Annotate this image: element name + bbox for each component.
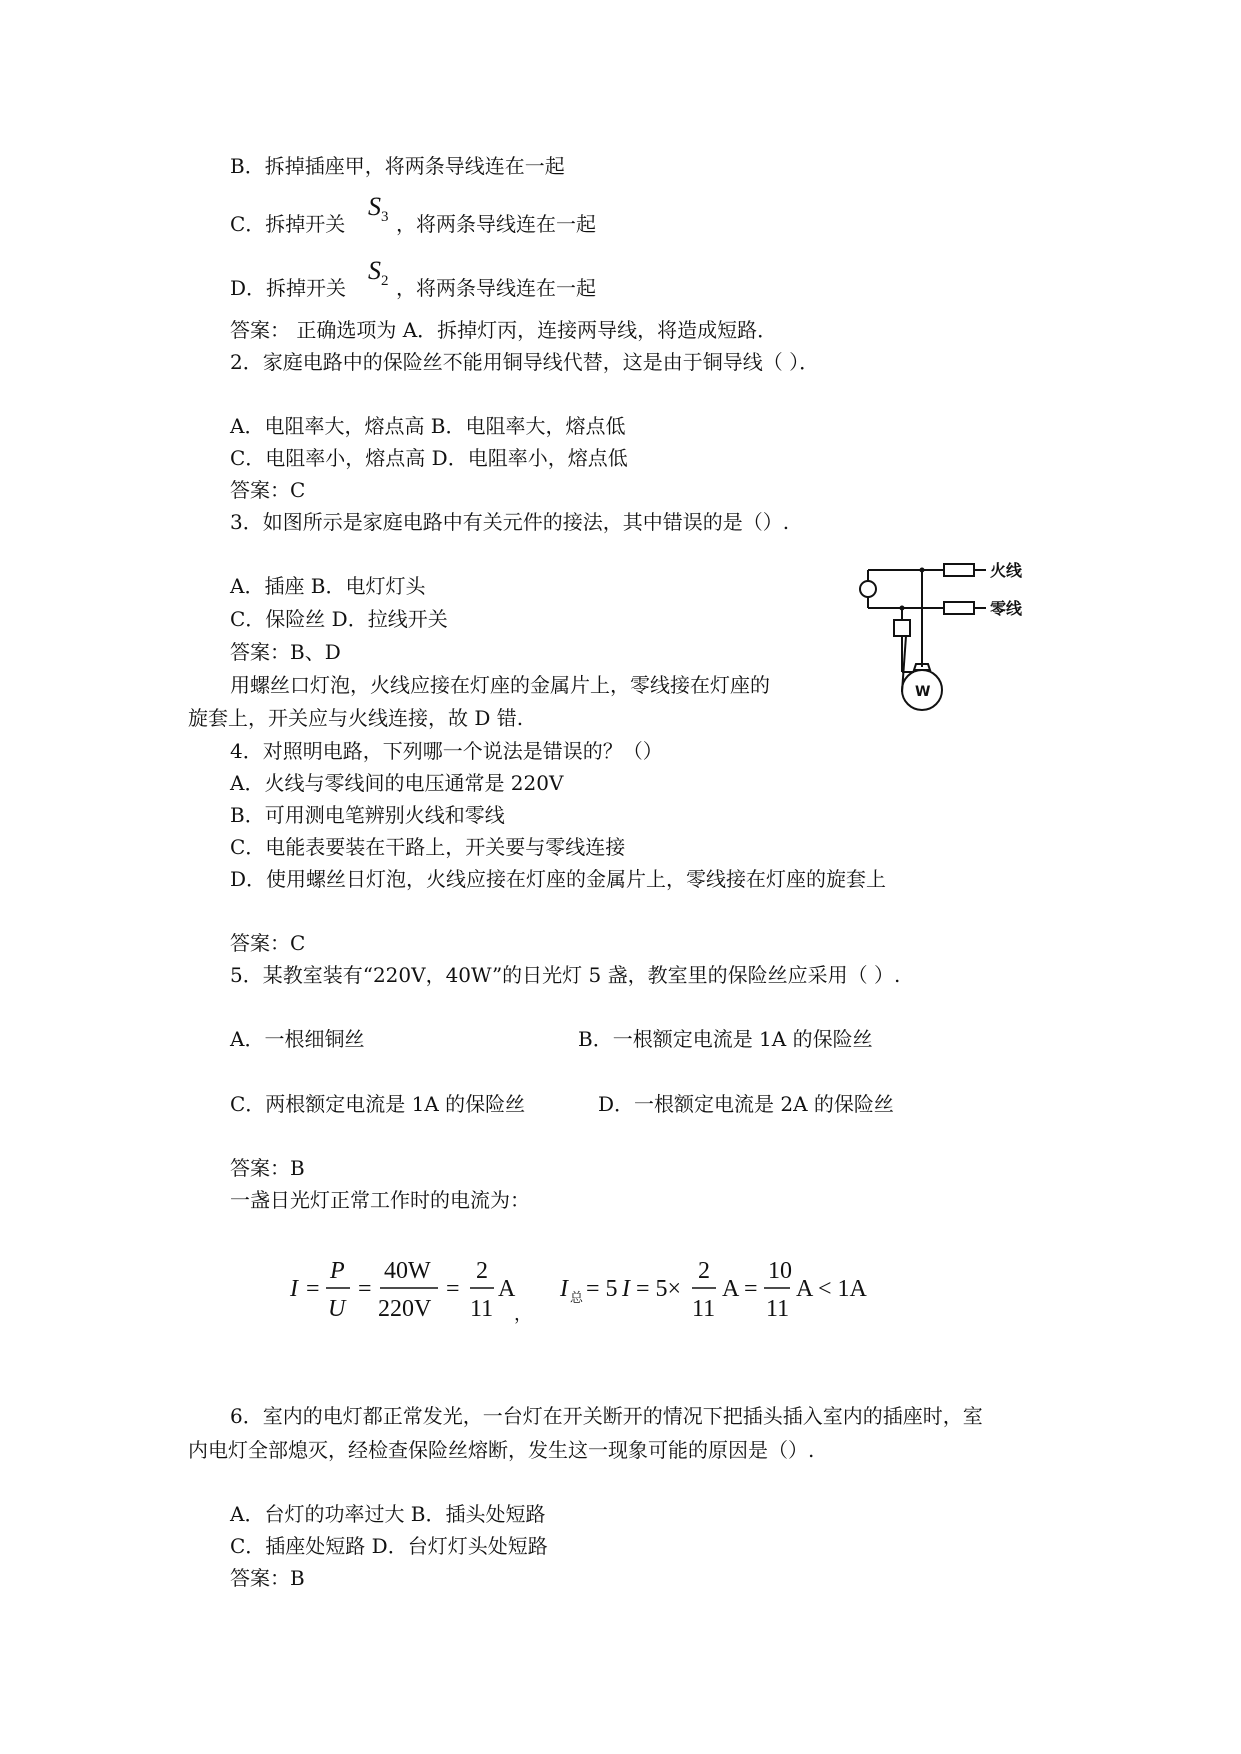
formula-40w: 40W (384, 1258, 431, 1284)
bulb-label: W (915, 684, 931, 700)
formula2-sub: 总 (570, 1290, 584, 1305)
q6-question-line2: 内电灯全部熄灭，经检查保险丝熔断，发生这一现象可能的原因是（）. (188, 1438, 815, 1462)
q4-option-b: B．可用测电笔辨别火线和零线 (230, 803, 505, 827)
formula2-10: 10 (768, 1258, 792, 1284)
formula2-11: 11 (692, 1296, 716, 1322)
q5-option-d: D．一根额定电流是 2A 的保险丝 (598, 1092, 894, 1116)
q5-option-b: B．一根额定电流是 1A 的保险丝 (578, 1027, 873, 1051)
pull-switch-icon (894, 620, 910, 636)
formula-A: A (498, 1276, 516, 1302)
q4-answer: 答案：C (230, 931, 306, 955)
current-formula (280, 1238, 900, 1338)
switch-symbol-s2: $S_2$ (368, 256, 389, 290)
q1-option-d-prefix: D．拆掉开关 (230, 276, 347, 300)
q5-explanation: 一盏日光灯正常工作时的电流为： (230, 1188, 530, 1212)
q1-option-b: B．拆掉插座甲，将两条导线连在一起 (230, 154, 565, 178)
q6-options-ab: A．台灯的功率过大 B．插头处短路 (230, 1502, 546, 1526)
q3-answer: 答案：B、D (230, 640, 341, 664)
formula2-11b: 11 (766, 1296, 790, 1322)
q3-options-cd: C．保险丝 D．拉线开关 (230, 607, 448, 631)
q1-option-c-suffix: ，将两条导线连在一起 (396, 212, 596, 236)
q2-answer: 答案：C (230, 478, 306, 502)
live-wire-label: 火线 (990, 561, 1023, 580)
q1-option-d-suffix: ，将两条导线连在一起 (396, 276, 596, 300)
formula2-I2: I (622, 1276, 630, 1302)
formula-2: 2 (476, 1258, 488, 1284)
house-circuit-diagram (850, 552, 1030, 722)
formula-comma: ， (514, 1304, 532, 1324)
q2-question: 2．家庭电路中的保险丝不能用铜导线代替，这是由于铜导线（ ）． (230, 350, 820, 374)
socket-icon (860, 581, 876, 597)
formula-eq1: = (306, 1276, 320, 1302)
formula2-eq2: = 5× (636, 1276, 682, 1302)
neutral-fuse-icon (944, 602, 974, 614)
q4-question: 4．对照明电路，下列哪一个说法是错误的？（） (230, 739, 663, 763)
formula-220v: 220V (378, 1296, 432, 1322)
formula2-eq1: = 5 (586, 1276, 618, 1302)
switch-symbol-s3: $S_3$ (368, 192, 389, 226)
q4-option-d: D．使用螺丝日灯泡，火线应接在灯座的金属片上，零线接在灯座的旋套上 (230, 867, 887, 891)
formula-eq2: = (358, 1276, 372, 1302)
q5-option-c: C．两根额定电流是 1A 的保险丝 (230, 1092, 526, 1116)
formula2-I: I (560, 1276, 568, 1302)
formula2-A2: A < 1A (796, 1276, 867, 1302)
q6-question-line1: 6．室内的电灯都正常发光，一台灯在开关断开的情况下把插头插入室内的插座时，室 (230, 1404, 983, 1428)
q6-options-cd: C．插座处短路 D．台灯灯头处短路 (230, 1534, 548, 1558)
formula-eq3: = (446, 1276, 460, 1302)
formula-P: P (330, 1258, 345, 1284)
q3-options-ab: A．插座 B．电灯灯头 (230, 574, 426, 598)
q1-answer: 答案： 正确选项为 A．拆掉灯丙，连接两导线，将造成短路． (230, 318, 778, 342)
neutral-wire-label: 零线 (990, 599, 1023, 618)
formula-I: I (290, 1276, 298, 1302)
formula-U: U (328, 1296, 346, 1322)
q3-question: 3．如图所示是家庭电路中有关元件的接法，其中错误的是（）. (230, 510, 790, 534)
q1-option-c-prefix: C．拆掉开关 (230, 212, 346, 236)
q5-question: 5．某教室装有“220V，40W”的日光灯 5 盏，教室里的保险丝应采用（ ）. (230, 963, 901, 987)
q4-option-a: A．火线与零线间的电压通常是 220V (230, 771, 564, 795)
q2-options-ab: A．电阻率大，熔点高 B．电阻率大，熔点低 (230, 414, 626, 438)
formula-11: 11 (470, 1296, 494, 1322)
q4-option-c: C．电能表要装在干路上，开关要与零线连接 (230, 835, 626, 859)
formula2-A1: A = (722, 1276, 758, 1302)
q3-explanation-line2: 旋套上，开关应与火线连接，故 D 错. (188, 706, 524, 730)
q5-option-a: A．一根细铜丝 (230, 1027, 365, 1051)
q3-explanation-line1: 用螺丝口灯泡，火线应接在灯座的金属片上，零线接在灯座的 (230, 673, 770, 697)
formula2-2: 2 (698, 1258, 710, 1284)
live-fuse-icon (944, 564, 974, 576)
q5-answer: 答案：B (230, 1156, 305, 1180)
q2-options-cd: C．电阻率小，熔点高 D．电阻率小，熔点低 (230, 446, 628, 470)
q6-answer: 答案：B (230, 1566, 305, 1590)
